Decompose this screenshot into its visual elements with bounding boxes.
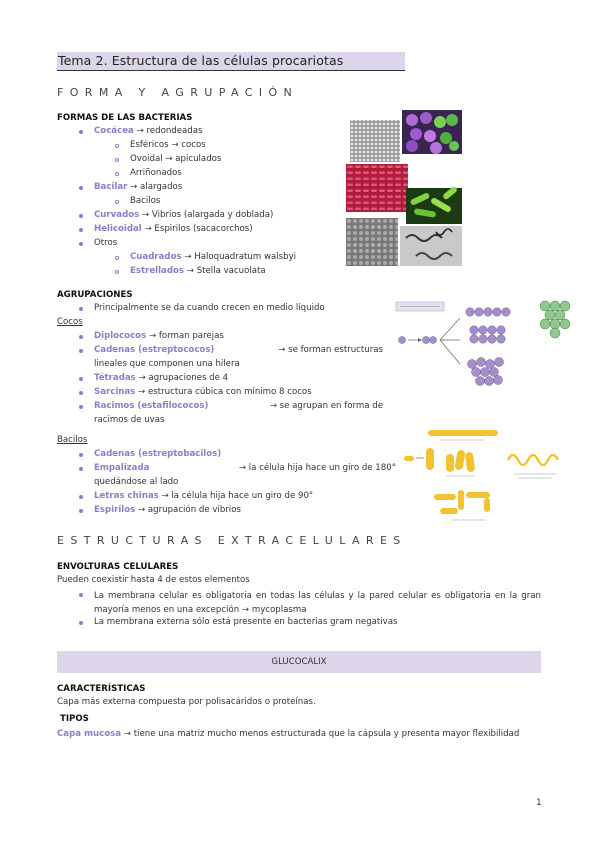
page-title: Tema 2. Estructura de las células procariotas [57,52,405,71]
desc-capa-mucosa: → tiene una matriz mucho menos estructurada que la cápsula y presenta mayor flexibilidad [123,729,520,739]
circle-bullet-icon [115,172,119,176]
bullet-icon [79,228,83,232]
term-estrellados: Estrellados [130,266,185,276]
cocos-label: Cocos [57,317,83,327]
list-item-bacilos: Bacilos [130,196,161,206]
list-item-diplococos [94,331,224,342]
term-tetradas: Tétradas [94,373,136,383]
list-item-otros: Otros [94,238,118,248]
list-item-cuadrados [130,252,296,263]
desc-cuadrados: → Haloquadratum walsbyi [184,252,297,262]
bullet-icon [79,621,83,625]
desc-bacilar: → alargados [130,182,183,192]
caracteristicas-heading: CARACTERÍSTICAS [57,684,146,694]
term-empalizada: Empalizada [94,463,150,473]
desc-cadenas-cont: lineales que componen una hilera [94,359,240,369]
desc-espirilos: → agrupación de vibrios [137,505,241,515]
term-cocacea: Cocácea [94,126,134,136]
section-heading-forma: FORMA Y AGRUPACIÓN [57,86,299,99]
term-racimos: Racimos (estafilococos) [94,401,209,411]
desc-racimos: → se agrupan en forma de [269,401,383,411]
list-item-cadenas-bacilos [94,449,221,460]
term-capa-mucosa: Capa mucosa [57,729,122,739]
desc-empalizada-cont: quedándose al lado [94,477,179,487]
desc-cadenas: → se forman estructuras [278,345,383,355]
term-cadenas: Cadenas (estreptococos) [94,345,215,355]
page-number: 1 [536,798,542,808]
circle-bullet-icon [115,144,119,148]
caracteristicas-text: Capa más externa compuesta por polisacáridos o proteínas. [57,697,316,707]
desc-estrellados: → Stella vacuolata [186,266,266,276]
list-item-racimos [94,401,383,412]
list-item-estrellados [130,266,266,277]
bullet-icon [79,593,83,597]
circle-bullet-icon [115,200,119,204]
term-cadenas-bacilos: Cadenas (estreptobacilos) [94,449,222,459]
list-item-ovoidal: Ovoidal → apiculados [130,154,222,164]
term-cuadrados: Cuadrados [130,252,182,262]
desc-empalizada: → la célula hija hace un giro de 180° [238,463,396,473]
bacilos-label: Bacilos [57,435,88,445]
capa-mucosa-paragraph [57,727,541,741]
bullet-icon [79,391,83,395]
bullet-icon [79,186,83,190]
circle-bullet-icon [115,256,119,260]
bullet-icon [79,335,83,339]
cocci-arrangements-diagram [394,298,574,408]
list-item-membrana: La membrana celular es obligatoria en todas las células y la pared celular es obligatoria en la gran mayoría menos en una excepción → mycoplasma [94,591,541,615]
desc-racimos-cont: racimos de uvas [94,415,165,425]
list-item-esfericos: Esféricos → cocos [130,140,206,150]
term-letras: Letras chinas [94,491,159,501]
formas-heading: FORMAS DE LAS BACTERIAS [57,113,193,123]
agrupaciones-heading: AGRUPACIONES [57,290,133,300]
list-item-bacilar [94,182,182,193]
section-heading-estructuras: ESTRUCTURAS EXTRACELULARES [57,534,407,547]
list-item-espirilos [94,505,241,516]
circle-bullet-icon [115,270,119,274]
list-item-membrana-externa: La membrana externa sólo está presente en bacterias gram negativas [94,617,398,627]
term-bacilar: Bacilar [94,182,128,192]
desc-cocacea: → redondeadas [136,126,203,136]
list-item-curvados [94,210,273,221]
desc-diplococos: → forman parejas [148,331,224,341]
term-curvados: Curvados [94,210,140,220]
glucocalix-banner: GLUCOCALIX [57,651,541,673]
bullet-icon [79,467,83,471]
bullet-icon [79,214,83,218]
desc-curvados: → Vibrios (alargada y doblada) [141,210,274,220]
term-diplococos: Diplococos [94,331,147,341]
bullet-icon [79,242,83,246]
list-item-empalizada [94,463,396,474]
envolturas-heading: ENVOLTURAS CELULARES [57,562,179,572]
bullet-icon [79,307,83,311]
desc-tetradas: → agrupaciones de 4 [138,373,229,383]
list-item-tetradas [94,373,228,384]
bullet-icon [79,509,83,513]
list-item-helicoidal [94,224,253,235]
desc-helicoidal: → Espirilos (sacacorchos) [144,224,253,234]
bullet-icon [79,495,83,499]
list-item-sarcinas [94,387,312,398]
list-item-arrinonados: Arriñonados [130,168,182,178]
bacteria-micrographs-image [346,110,464,268]
bullet-icon [79,453,83,457]
envolturas-intro: Pueden coexistir hasta 4 de estos elementos [57,575,250,585]
term-sarcinas: Sarcinas [94,387,136,397]
list-item-letras [94,491,313,502]
desc-sarcinas: → estructura cúbica con mínimo 8 cocos [138,387,312,397]
bullet-icon [79,349,83,353]
list-item-cocacea [94,126,203,137]
desc-letras: → la célula hija hace un giro de 90° [161,491,314,501]
term-espirilos: Espirilos [94,505,136,515]
bullet-icon [79,130,83,134]
bacilli-arrangements-diagram [400,428,572,524]
list-item-principal: Principalmente se da cuando crecen en medio líquido [94,303,325,313]
tipos-heading: TIPOS [60,714,89,724]
circle-bullet-icon [115,158,119,162]
bullet-icon [79,377,83,381]
bullet-icon [79,405,83,409]
term-helicoidal: Helicoidal [94,224,142,234]
list-item-cadenas [94,345,383,356]
